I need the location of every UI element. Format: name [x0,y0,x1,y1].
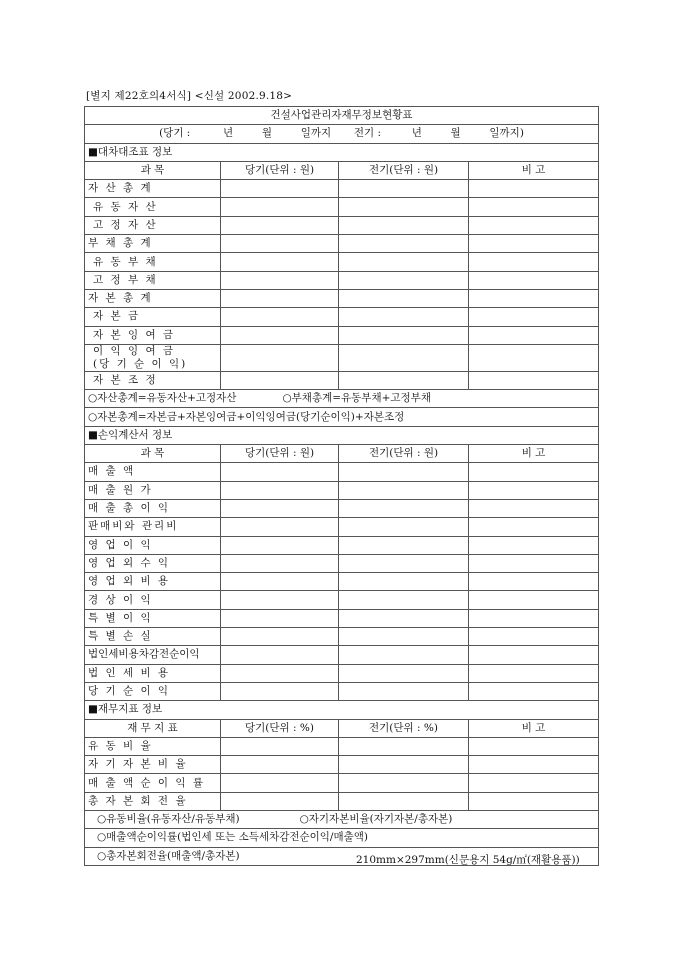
previous-value-cell[interactable] [339,253,469,271]
balance-note-1 [85,390,599,408]
table-row [85,289,599,307]
row-label: 고 정 부 채 [85,271,221,289]
paper-size-note: 210mm×297mm(신문용지 54g/㎡(재활용품)) [356,854,580,866]
current-value-cell[interactable] [221,737,339,755]
previous-value-cell[interactable] [339,518,469,536]
row-label: 영 업 이 익 [85,536,221,554]
ratio-note-3: ○총자본회전율(매출액/총자본) [85,847,599,865]
current-value-cell[interactable] [221,499,339,517]
table-row [85,235,599,253]
previous-value-cell[interactable] [339,371,469,389]
current-value-cell[interactable] [221,554,339,572]
current-value-cell[interactable] [221,646,339,664]
previous-value-cell[interactable] [339,216,469,234]
current-value-cell[interactable] [221,774,339,792]
period-open: (당기 : [159,127,191,140]
previous-value-cell[interactable] [339,792,469,810]
note-asset-total: ○자산총계=유동자산+고정자산 [88,392,237,405]
col-header-remarks: 비 고 [469,719,599,737]
title-row [85,107,599,125]
period-row [85,125,599,143]
table-row [85,664,599,682]
remarks-cell[interactable] [469,198,599,216]
row-label: 유 동 자 산 [85,198,221,216]
income-section-row [85,426,599,444]
table-row [85,756,599,774]
remarks-cell[interactable] [469,591,599,609]
current-value-cell[interactable] [221,308,339,326]
row-label: 자 본 잉 여 금 [85,326,221,344]
ratio-note-row [85,810,599,828]
previous-value-cell[interactable] [339,198,469,216]
table-row [85,216,599,234]
table-row [85,308,599,326]
remarks-cell[interactable] [469,682,599,700]
current-value-cell[interactable] [221,180,339,198]
financial-status-form [84,106,599,866]
current-value-cell[interactable] [221,463,339,481]
retained-earnings-line-1: 이 익 잉 여 금 [93,344,176,357]
previous-value-cell[interactable] [339,289,469,307]
remarks-cell[interactable] [469,756,599,774]
row-label: 법인세비용차감전순이익 [85,646,221,664]
row-label: 고 정 자 산 [85,216,221,234]
remarks-cell[interactable] [469,536,599,554]
col-header-previous: 전기(단위 : %) [339,719,469,737]
current-value-cell[interactable] [221,664,339,682]
period-month-2: 월 [450,127,461,140]
current-value-cell[interactable] [221,253,339,271]
row-label: 판매비와 관리비 [85,518,221,536]
period-year-2: 년 [411,127,422,140]
row-label: 자 본 총 계 [85,289,221,307]
col-header-item: 과 목 [85,445,221,463]
previous-value-cell[interactable] [339,628,469,646]
table-row [85,573,599,591]
col-header-current: 당기(단위 : %) [221,719,339,737]
remarks-cell[interactable] [469,289,599,307]
col-header-current: 당기(단위 : 원) [221,445,339,463]
previous-value-cell[interactable] [339,756,469,774]
remarks-cell[interactable] [469,499,599,517]
remarks-cell[interactable] [469,216,599,234]
remarks-cell[interactable] [469,308,599,326]
table-row [85,344,599,371]
table-row [85,792,599,810]
current-value-cell[interactable] [221,289,339,307]
current-value-cell[interactable] [221,536,339,554]
current-value-cell[interactable] [221,682,339,700]
table-row [85,646,599,664]
col-header-indicator: 재 무 지 표 [85,719,221,737]
previous-value-cell[interactable] [339,481,469,499]
row-label: 매 출 총 이 익 [85,499,221,517]
col-header-item: 과 목 [85,161,221,179]
table-row [85,371,599,389]
row-label: 유 동 부 채 [85,253,221,271]
table-row [85,609,599,627]
previous-value-cell[interactable] [339,499,469,517]
col-header-current: 당기(단위 : 원) [221,161,339,179]
row-label: 영 업 외 비 용 [85,573,221,591]
remarks-cell[interactable] [469,554,599,572]
remarks-cell[interactable] [469,326,599,344]
previous-value-cell[interactable] [339,554,469,572]
note-liability-total: ○부채총계=유동부채+고정부채 [282,392,431,405]
remarks-cell[interactable] [469,737,599,755]
previous-value-cell[interactable] [339,536,469,554]
table-row [85,554,599,572]
table-row [85,326,599,344]
current-value-cell[interactable] [221,216,339,234]
current-value-cell[interactable] [221,371,339,389]
table-row [85,536,599,554]
row-label: 자 본 금 [85,308,221,326]
row-label: 영 업 외 수 익 [85,554,221,572]
remarks-cell[interactable] [469,628,599,646]
period-month-1: 월 [261,127,273,140]
remarks-cell[interactable] [469,664,599,682]
table-row [85,198,599,216]
remarks-cell[interactable] [469,463,599,481]
col-header-remarks: 비 고 [469,161,599,179]
table-row [85,682,599,700]
previous-value-cell[interactable] [339,573,469,591]
balance-note-2: ○자본총계=자본금+자본잉여금+이익잉여금(당기순이익)+자본조정 [85,408,599,426]
table-row [85,481,599,499]
table-row [85,463,599,481]
previous-value-cell[interactable] [339,344,469,371]
remarks-cell[interactable] [469,253,599,271]
remarks-cell[interactable] [469,371,599,389]
current-value-cell[interactable] [221,271,339,289]
previous-value-cell[interactable] [339,774,469,792]
previous-value-cell[interactable] [339,591,469,609]
table-row [85,499,599,517]
remarks-cell[interactable] [469,646,599,664]
current-value-cell[interactable] [221,518,339,536]
previous-value-cell[interactable] [339,463,469,481]
col-header-remarks: 비 고 [469,445,599,463]
current-value-cell[interactable] [221,756,339,774]
income-header-row [85,445,599,463]
row-label: 자 기 자 본 비 율 [85,756,221,774]
row-label: 자 본 조 정 [85,371,221,389]
current-value-cell[interactable] [221,573,339,591]
row-label: 자 산 총 계 [85,180,221,198]
col-header-previous: 전기(단위 : 원) [339,161,469,179]
remarks-cell[interactable] [469,792,599,810]
remarks-cell[interactable] [469,573,599,591]
ratio-section-row [85,701,599,719]
table-row [85,253,599,271]
row-label: 특 별 손 실 [85,628,221,646]
period-prev: 전기 : [353,127,382,140]
previous-value-cell[interactable] [339,326,469,344]
row-label: 유 동 비 율 [85,737,221,755]
note-current-ratio: ○유동비율(유동자산/유동부채) [97,813,240,826]
row-label: 경 상 이 익 [85,591,221,609]
remarks-cell[interactable] [469,344,599,371]
previous-value-cell[interactable] [339,308,469,326]
balance-section-title: ■대차대조표 정보 [85,143,599,161]
row-label: 부 채 총 계 [85,235,221,253]
current-value-cell[interactable] [221,235,339,253]
table-row [85,628,599,646]
current-value-cell[interactable] [221,326,339,344]
remarks-cell[interactable] [469,271,599,289]
period-year-1: 년 [223,127,234,140]
remarks-cell[interactable] [469,481,599,499]
table-row [85,180,599,198]
current-value-cell[interactable] [221,628,339,646]
previous-value-cell[interactable] [339,271,469,289]
previous-value-cell[interactable] [339,646,469,664]
remarks-cell[interactable] [469,774,599,792]
table-row [85,774,599,792]
form-title: 건설사업관리자재무정보현황표 [85,107,599,125]
ratio-section-title: ■재무지표 정보 [85,701,599,719]
income-section-title: ■손익계산서 정보 [85,426,599,444]
previous-value-cell[interactable] [339,682,469,700]
previous-value-cell[interactable] [339,235,469,253]
ratio-note-2: ○매출액순이익률(법인세 또는 소득세차감전순이익/매출액) [85,829,599,847]
row-label: 특 별 이 익 [85,609,221,627]
form-header: [별지 제22호의4서식] <신설 2002.9.18> [86,90,293,102]
current-value-cell[interactable] [221,792,339,810]
row-label: 당 기 순 이 익 [85,682,221,700]
previous-value-cell[interactable] [339,609,469,627]
row-label: 매 출 액 [85,463,221,481]
remarks-cell[interactable] [469,609,599,627]
col-header-previous: 전기(단위 : 원) [339,445,469,463]
row-label-retained-earnings [85,344,221,371]
current-value-cell[interactable] [221,344,339,371]
ratio-header-row [85,719,599,737]
current-value-cell[interactable] [221,198,339,216]
remarks-cell[interactable] [469,518,599,536]
previous-value-cell[interactable] [339,737,469,755]
row-label: 총 자 본 회 전 율 [85,792,221,810]
row-label: 매 출 원 가 [85,481,221,499]
balance-section-row [85,143,599,161]
table-row [85,518,599,536]
row-label: 법 인 세 비 용 [85,664,221,682]
period-line [85,125,599,143]
previous-value-cell[interactable] [339,664,469,682]
period-until-1: 일까지 [300,127,332,140]
table-row [85,591,599,609]
row-label: 매 출 액 순 이 익 률 [85,774,221,792]
retained-earnings-line-2: (당 기 순 이 익) [93,357,188,370]
balance-note-row [85,390,599,408]
table-row [85,271,599,289]
current-value-cell[interactable] [221,481,339,499]
period-until-2: 일까지) [489,127,524,140]
note-equity-ratio: ○자기자본비율(자기자본/총자본) [299,813,453,826]
balance-note-row [85,408,599,426]
remarks-cell[interactable] [469,180,599,198]
current-value-cell[interactable] [221,609,339,627]
balance-header-row [85,161,599,179]
ratio-note-1 [85,810,599,828]
table-row [85,737,599,755]
current-value-cell[interactable] [221,591,339,609]
previous-value-cell[interactable] [339,180,469,198]
ratio-note-row [85,829,599,847]
remarks-cell[interactable] [469,235,599,253]
